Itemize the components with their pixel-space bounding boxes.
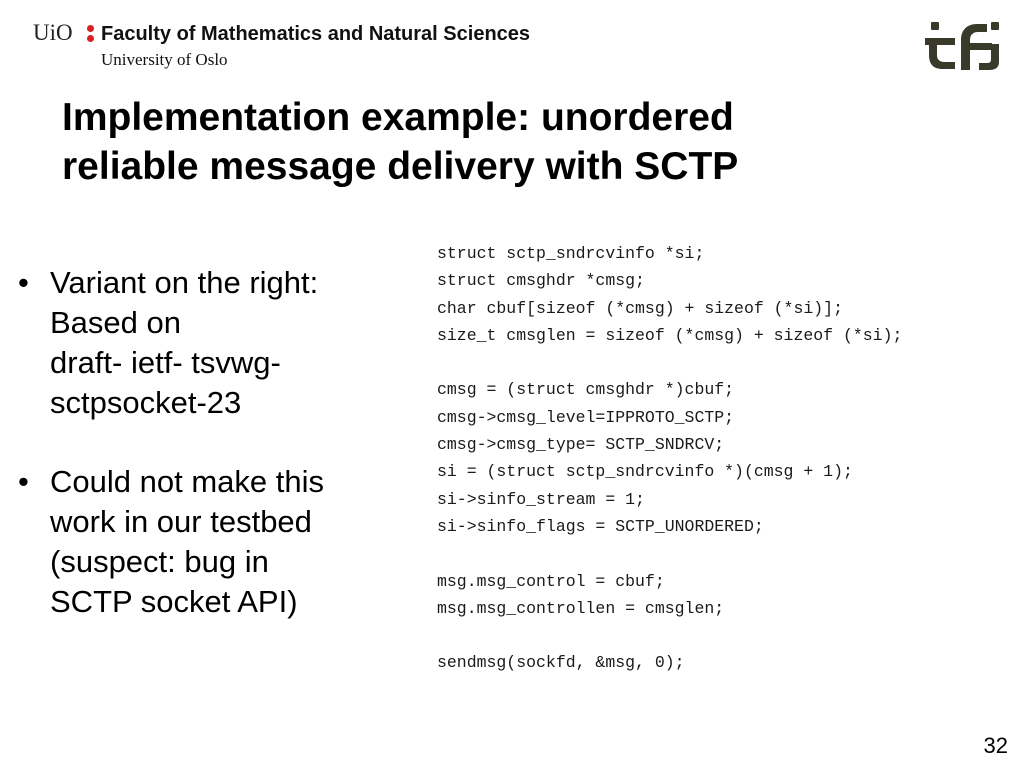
code-line: cmsg->cmsg_level=IPPROTO_SCTP; xyxy=(437,407,735,427)
code-line: sendmsg(sockfd, &msg, 0); xyxy=(437,653,685,673)
bullet-text-line: (suspect: bug in xyxy=(50,544,269,579)
bullet-list xyxy=(18,263,418,622)
uio-colon-icon xyxy=(87,24,94,44)
ifi-logo xyxy=(925,22,1003,70)
uio-logo-text: UiO xyxy=(33,20,73,45)
bullet-text-line: work in our testbed xyxy=(50,504,312,539)
code-line xyxy=(437,349,902,376)
code-line: cmsg->cmsg_type= SCTP_SNDRCV; xyxy=(437,435,725,455)
page-number: 32 xyxy=(983,733,1008,758)
slide-title-line-2: reliable message delivery with SCTP xyxy=(62,145,739,188)
code-line: si->sinfo_stream = 1; xyxy=(437,489,645,509)
code-line: msg.msg_controllen = cmsglen; xyxy=(437,598,725,618)
university-name: University of Oslo xyxy=(101,50,228,69)
slide-title xyxy=(62,93,922,191)
code-line: msg.msg_control = cbuf; xyxy=(437,571,665,591)
bullet-item xyxy=(18,462,418,622)
bullet-text-line: SCTP socket API) xyxy=(50,584,298,619)
bullet-text-line: Based on xyxy=(50,305,181,340)
code-line: si->sinfo_flags = SCTP_UNORDERED; xyxy=(437,516,764,536)
bullet-text-line: draft- ietf- tsvwg- xyxy=(50,345,281,380)
header xyxy=(33,18,733,78)
code-line: size_t cmsglen = sizeof (*cmsg) + sizeof (*si); xyxy=(437,325,903,345)
bullet-text-line: sctpsocket-23 xyxy=(50,385,242,420)
code-line: char cbuf[sizeof (*cmsg) + sizeof (*si)]; xyxy=(437,298,843,318)
code-line: si = (struct sctp_sndrcvinfo *)(cmsg + 1); xyxy=(437,462,853,482)
faculty-name: Faculty of Mathematics and Natural Sciences xyxy=(101,23,531,45)
code-line: struct sctp_sndrcvinfo *si; xyxy=(437,244,705,263)
code-block xyxy=(437,240,902,677)
bullet-dot-icon: • xyxy=(18,265,29,300)
bullet-item xyxy=(18,263,418,423)
bullet-dot-icon: • xyxy=(18,464,29,499)
bullet-text-line: Variant on the right: xyxy=(50,265,319,300)
bullet-text-line: Could not make this xyxy=(50,464,324,499)
code-line: cmsg = (struct cmsghdr *)cbuf; xyxy=(437,380,735,400)
code-line: struct cmsghdr *cmsg; xyxy=(437,271,645,291)
code-line xyxy=(437,622,902,649)
code-line xyxy=(437,540,902,567)
slide-title-line-1: Implementation example: unordered xyxy=(62,96,734,139)
